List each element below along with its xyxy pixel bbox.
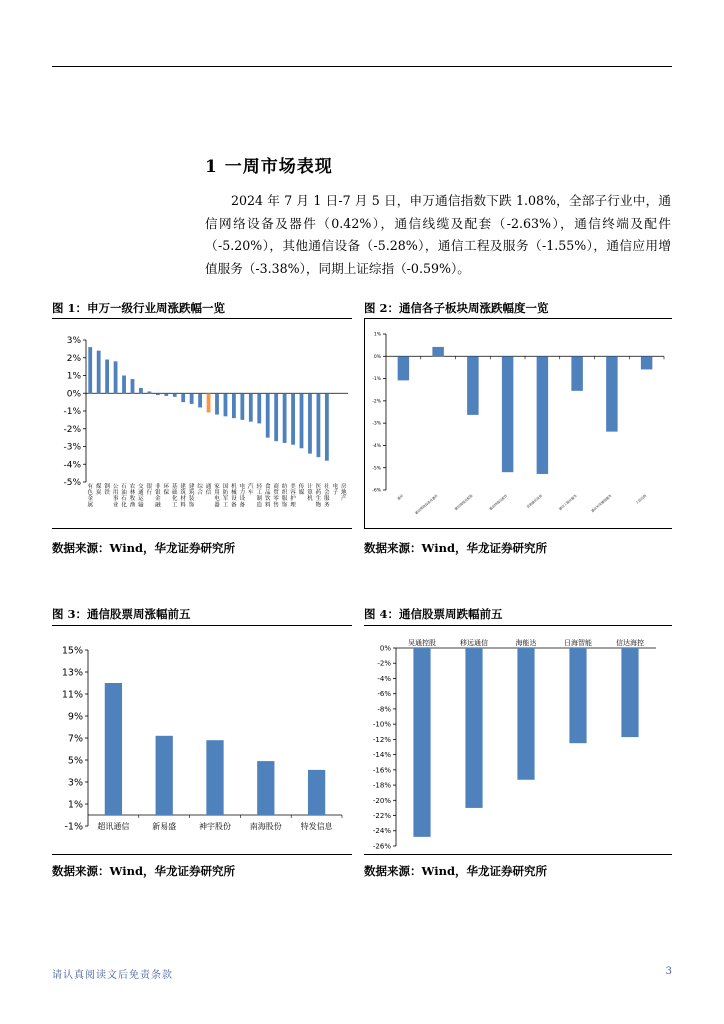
fig1-category-label: 非银金融	[155, 484, 161, 509]
fig1-bar	[156, 393, 160, 395]
fig1-bar	[274, 393, 278, 441]
fig1-y-tick-label: -5%	[63, 478, 81, 489]
fig2-category-label: 通信线缆及配套	[453, 493, 474, 512]
fig2-category-label: 上证综指	[634, 493, 648, 505]
fig3-bar	[308, 770, 325, 815]
fig1-category-label: 房地产	[341, 484, 347, 503]
fig1-bar	[97, 351, 101, 394]
fig1-category-label: 汽车	[248, 484, 254, 497]
fig1-category-label: 银行	[146, 484, 153, 497]
fig2-title: 图 2：通信各子板块周涨跌幅度一览	[364, 301, 549, 315]
fig1-bar	[257, 393, 261, 423]
fig2-category-label: 通信网络设备及器件	[414, 493, 439, 516]
fig1-category-label: 社会服务	[324, 484, 330, 509]
fig1-category-label: 机械设备	[231, 484, 237, 509]
fig4-y-tick-label: -20%	[372, 796, 391, 805]
fig1-chart	[52, 322, 352, 524]
fig1-bar	[266, 393, 270, 437]
fig4-category-label: 海能达	[515, 639, 537, 647]
fig1-bar	[198, 393, 202, 407]
fig1-bar	[283, 393, 287, 443]
fig1-category-label: 轻工制造	[256, 484, 263, 509]
fig3-category-label: 新易盛	[152, 822, 177, 831]
fig1-y-tick-label: -4%	[63, 460, 81, 471]
fig2-y-tick-label: 0%	[373, 354, 381, 360]
fig2-category-label: 通信终端及配件	[488, 493, 509, 512]
fig2-bottom-rule	[364, 528, 672, 529]
fig1-category-label: 纺织服饰	[281, 484, 288, 509]
fig1-bar	[181, 393, 185, 402]
fig2-category-label: 通信工程及服务	[558, 493, 578, 512]
fig1-y-tick-label: 1%	[66, 371, 81, 382]
fig4-category-label: 移远通信	[460, 639, 488, 647]
fig2-category-label: 通信应用增值服务	[590, 493, 613, 514]
fig4-title: 图 4：通信股票周跌幅前五	[364, 607, 503, 621]
fig1-category-label: 电力设备	[239, 484, 246, 509]
fig2-svg	[364, 322, 670, 526]
fig4-bar	[465, 648, 482, 808]
fig1-svg	[52, 322, 352, 520]
fig1-category-label: 计算机	[307, 484, 313, 503]
fig4-category-label: 吴通控股	[408, 639, 436, 647]
fig1-y-tick-label: -1%	[63, 407, 81, 418]
fig4-bottom-rule	[364, 854, 672, 855]
fig1-bar	[232, 393, 236, 418]
fig2-chart	[364, 322, 670, 530]
fig1-bar	[190, 393, 194, 404]
fig1-category-label: 医药生物	[315, 484, 322, 509]
fig4-y-tick-label: -22%	[372, 811, 391, 820]
fig1-category-label: 建筑装饰	[188, 484, 195, 509]
fig1-bar	[317, 393, 321, 457]
fig3-bar	[156, 736, 173, 815]
fig3-bottom-rule	[52, 854, 352, 855]
fig2-bar	[641, 356, 652, 369]
fig3-y-tick-label: 7%	[67, 733, 83, 745]
fig4-category-label: 日海智能	[564, 639, 592, 647]
fig4-y-tick-label: -26%	[372, 842, 391, 851]
fig1-bar	[207, 393, 211, 412]
fig1-category-label: 钢铁	[104, 484, 110, 497]
fig1-bar	[147, 391, 151, 393]
fig2-top-rule	[364, 318, 672, 319]
fig1-bar	[300, 393, 304, 448]
fig2-category-label: 通信	[396, 493, 405, 501]
fig4-y-tick-label: -4%	[377, 674, 391, 683]
fig1-bar	[308, 393, 312, 453]
fig1-bar	[139, 388, 143, 393]
fig4-bar	[569, 648, 586, 743]
fig1-bar	[131, 379, 135, 393]
fig3-top-rule	[52, 625, 352, 626]
fig1-category-label: 商贸零售	[273, 484, 279, 509]
fig3-category-label: 南海股份	[249, 822, 282, 831]
fig2-category-label: 其他通信设备	[525, 493, 544, 510]
fig4-bar	[517, 648, 534, 780]
fig3-svg	[52, 636, 352, 836]
fig1-y-tick-label: 0%	[66, 389, 81, 400]
fig3-chart	[52, 636, 352, 840]
fig1-y-tick-label: -2%	[63, 424, 81, 435]
fig4-y-tick-label: -6%	[377, 690, 391, 699]
fig4-bar	[621, 648, 638, 737]
fig1-category-label: 国防军工	[222, 484, 229, 509]
fig1-bar	[88, 347, 92, 393]
fig1-category-label: 有色金属	[87, 484, 93, 509]
fig1-top-rule	[52, 318, 352, 319]
fig1-bar	[173, 393, 177, 397]
fig4-top-rule	[364, 625, 672, 626]
fig3-source: 数据来源：Wind，华龙证券研究所	[52, 864, 235, 878]
fig1-title: 图 1：申万一级行业周涨跌幅一览	[52, 301, 226, 315]
fig1-category-label: 石油石化	[121, 484, 127, 509]
fig3-bar	[206, 740, 223, 815]
fig2-bar	[398, 356, 409, 380]
fig1-category-label: 公用事业	[112, 484, 119, 509]
fig2-y-tick-label: -4%	[372, 444, 381, 450]
fig1-category-label: 电子	[332, 484, 339, 497]
fig4-bar	[413, 648, 430, 837]
fig1-category-label: 煤炭	[95, 484, 102, 497]
fig4-y-tick-label: -12%	[372, 735, 391, 744]
fig3-bar	[257, 761, 274, 815]
fig4-y-tick-label: -14%	[372, 751, 391, 760]
fig1-category-label: 建筑材料	[180, 484, 186, 509]
fig1-bar	[224, 393, 228, 416]
fig1-y-tick-label: 3%	[66, 336, 81, 347]
fig3-category-label: 特发信息	[300, 822, 333, 831]
fig4-y-tick-label: -18%	[372, 781, 391, 790]
fig3-y-tick-label: 3%	[67, 777, 83, 789]
fig1-y-tick-label: -3%	[63, 442, 81, 453]
fig3-y-tick-label: 5%	[67, 755, 83, 767]
fig1-category-label: 农林牧渔	[129, 484, 136, 509]
fig1-category-label: 综合	[197, 484, 203, 497]
fig1-category-label: 美容护理	[290, 484, 296, 509]
fig1-bar	[291, 393, 295, 444]
fig1-category-label: 传媒	[298, 484, 305, 497]
header-rule	[52, 66, 672, 67]
fig4-chart	[364, 636, 670, 856]
fig4-y-tick-label: -2%	[377, 659, 391, 668]
fig3-y-tick-label: 9%	[67, 711, 83, 723]
fig4-y-tick-label: -10%	[372, 720, 391, 729]
fig1-category-label: 基础化工	[171, 484, 178, 509]
section-title: 1 一周市场表现	[205, 157, 333, 177]
fig2-bar	[537, 356, 548, 474]
fig4-source: 数据来源：Wind，华龙证券研究所	[364, 864, 547, 878]
fig3-bar	[105, 683, 122, 815]
fig4-category-label: 信达海控	[616, 639, 644, 647]
fig4-y-tick-label: -16%	[372, 766, 391, 775]
fig4-y-tick-label: 0%	[379, 644, 391, 653]
fig1-bar	[325, 393, 329, 460]
fig1-bar	[164, 393, 168, 396]
fig1-bar	[114, 361, 118, 393]
fig1-bar	[240, 393, 244, 420]
fig1-bar	[215, 393, 219, 414]
fig1-bar	[249, 393, 253, 421]
fig4-y-tick-label: -24%	[372, 827, 391, 836]
fig3-y-tick-label: 11%	[61, 689, 83, 701]
fig2-bar	[432, 347, 443, 356]
fig1-source: 数据来源：Wind，华龙证券研究所	[52, 541, 235, 555]
fig3-y-tick-label: 13%	[61, 667, 83, 679]
fig1-category-label: 家用电器	[214, 484, 220, 509]
fig3-title: 图 3：通信股票周涨幅前五	[52, 607, 191, 621]
fig1-bar	[105, 360, 109, 394]
fig3-category-label: 神宇股份	[199, 822, 231, 831]
fig2-y-tick-label: -5%	[372, 466, 381, 472]
fig2-y-tick-label: -3%	[372, 421, 381, 427]
fig3-y-tick-label: 1%	[67, 799, 83, 811]
page-number: 3	[665, 966, 672, 977]
fig4-svg	[364, 636, 670, 852]
fig1-bottom-rule	[52, 528, 352, 529]
fig2-y-tick-label: -1%	[372, 377, 381, 383]
fig2-bar	[467, 356, 478, 415]
fig2-source: 数据来源：Wind，华龙证券研究所	[364, 541, 547, 555]
market-summary-paragraph: 2024 年 7 月 1 日-7 月 5 日，申万通信指数下跌 1.08%，全部子行业中，通信网络设备及器件（0.42%），通信线缆及配套（-2.63%），通信终端及配件（-5.20%），其他通信设备（-5.28%），通信工程及服务（-1.55%），通信应用增值服务（-3.38%），同期上证综指（-0.59%）。	[205, 193, 671, 276]
fig1-bar	[122, 376, 126, 394]
fig2-bar	[571, 356, 582, 391]
fig3-category-label: 超讯通信	[97, 822, 130, 831]
fig2-bar	[502, 356, 513, 472]
footer-disclaimer: 请认真阅读文后免责条款	[52, 970, 173, 981]
fig2-y-tick-label: -6%	[372, 488, 381, 494]
fig2-y-tick-label: -2%	[372, 399, 381, 405]
fig1-category-label: 交通运输	[138, 484, 144, 509]
fig1-category-label: 通信	[205, 484, 212, 497]
fig3-y-tick-label: -1%	[64, 821, 83, 833]
fig1-category-label: 食品饮料	[264, 484, 271, 509]
fig2-bar	[606, 356, 617, 431]
fig1-y-tick-label: 2%	[66, 353, 81, 364]
fig4-y-tick-label: -8%	[377, 705, 391, 714]
fig3-y-tick-label: 15%	[61, 645, 83, 657]
fig1-category-label: 环保	[163, 484, 170, 497]
fig2-y-tick-label: 1%	[373, 332, 381, 338]
